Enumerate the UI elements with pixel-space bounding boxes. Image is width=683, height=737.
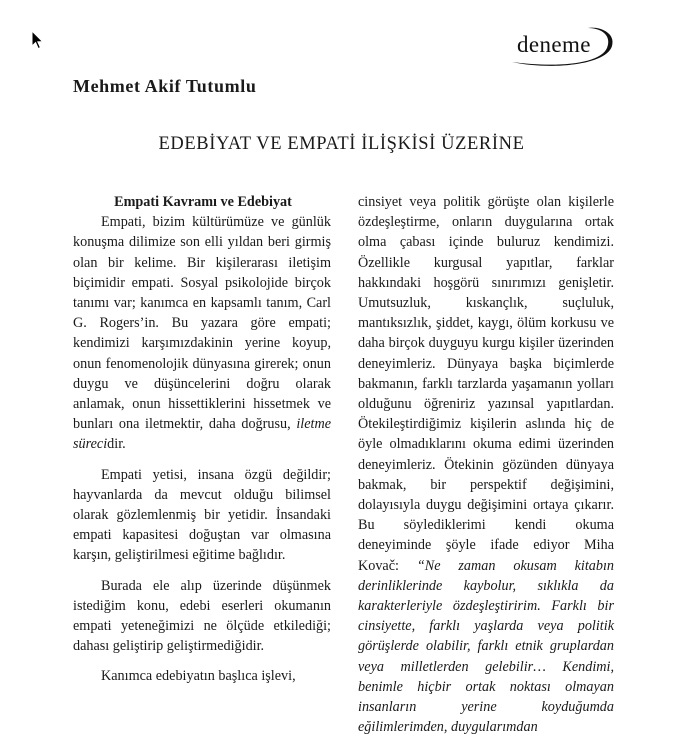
paragraph: Empati yetisi, insana özgü değildir; hayvanlarda da mevcut olduğu bilimsel olarak gözlemlenmiş bir yetidir. İnsandaki empati kapasitesi doğuştan var olmasına karşın, geliştirilmesi eğitime bağlıdır.: [73, 466, 331, 564]
section-tag-label: deneme: [517, 32, 591, 57]
paragraph: Empati, bizim kültürümüze ve günlük konuşma dilimize son elli yıldan beri girmiş olan bir kelime. Bir kişilerarası iletişim biçimidir empati. Sosyal psikolojide birçok tanımı var; kanımca en kapsamlı tanım, Carl G. Rogers’in. Bu yazara göre empati; kendimizi karşımızdakinin yerine koyup, onun fenomenolojik dünyasına girerek; onun duygu ve düşüncelerini doğru olarak anlamak, onun hissettiklerini hissetmek ve bunları ona iletmektir, daha doğrusu, iletme sürecidir.: [73, 214, 331, 453]
section-subheading: Empati Kavramı ve Edebiyat: [114, 194, 292, 210]
paragraph: cinsiyet veya politik görüşte olan kişilerle özdeşleştirme, onların duygularına ortak olma çabası içinde buluruz kendimizi. Özellikle kurgusal yapıtlar, farklar hakkındaki hoşgörü sınırımızı genişletir. Umutsuzluk, kıskançlık, suçluluk, mantıksızlık, şiddet, kaygı, ölüm korkusu ve daha birçok duyguyu kurgu kişiler üzerinden deneyimleriz. Dünyaya başka biçimlerde bakmanın, farklı tarzlarda yaşamanın yolları olduğunu öğreniriz yazınsal yapıtlardan. Ötekileştirdiğimiz kişilerin aslında hiç de öyle olmadıklarını okuma edimi üzerinden deneyimleriz. Ötekinin gözünden dünyaya bakmak, bir perspektif değişimini, dolayısıyla duygu değişimini ortaya çıkarır. Bu söylediklerimi kendi okuma deneyiminde şöyle ifade ediyor Miha Kovač: “Ne zaman okusam kitabın derinliklerinde kaybolur, sıklıkla da karakterleriyle özdeşleştiririm. Farklı bir cinsiyette, farklı yaşlarda veya politik görüşlerde olabilir, farklı etnik gruplardan veya milletlerden gelebilir… Kendimi, benimle hiçbir ortak noktası olmayan insanların yerine koyduğumda eğilimlerimden, duygularımdan: [358, 194, 614, 736]
paragraph: Burada ele alıp üzerinde düşünmek istediğim konu, edebi eserleri okumanın empati yeteneğimizi ne ölçüde etkilediği; dahası geliştirip geliştirmediğidir.: [73, 577, 331, 655]
left-column: [73, 192, 331, 687]
paragraph: Kanımca edebiyatın başlıca işlevi,: [101, 668, 296, 685]
right-column: [358, 192, 614, 737]
quote-text: “Ne zaman okusam kitabın derinliklerinde kaybolur, sıklıkla da karakterleriyle özdeşleştiririm. Farklı bir cinsiyette, farklı yaşlarda veya politik görüşlerde olabilir, farklı etnik gruplardan veya milletlerden gelebilir… Kendimi, benimle hiçbir ortak noktası olmayan insanların yerine koyduğumda eğilimlerimden, duygularımdan: [358, 557, 614, 736]
author-name: Mehmet Akif Tutumlu: [73, 76, 257, 96]
section-tag: [508, 24, 618, 70]
article-title: EDEBİYAT VE EMPATİ İLİŞKİSİ ÜZERİNE: [158, 134, 525, 154]
mouse-pointer-icon: [31, 30, 45, 50]
italic-phrase: iletme süreci: [73, 416, 331, 453]
